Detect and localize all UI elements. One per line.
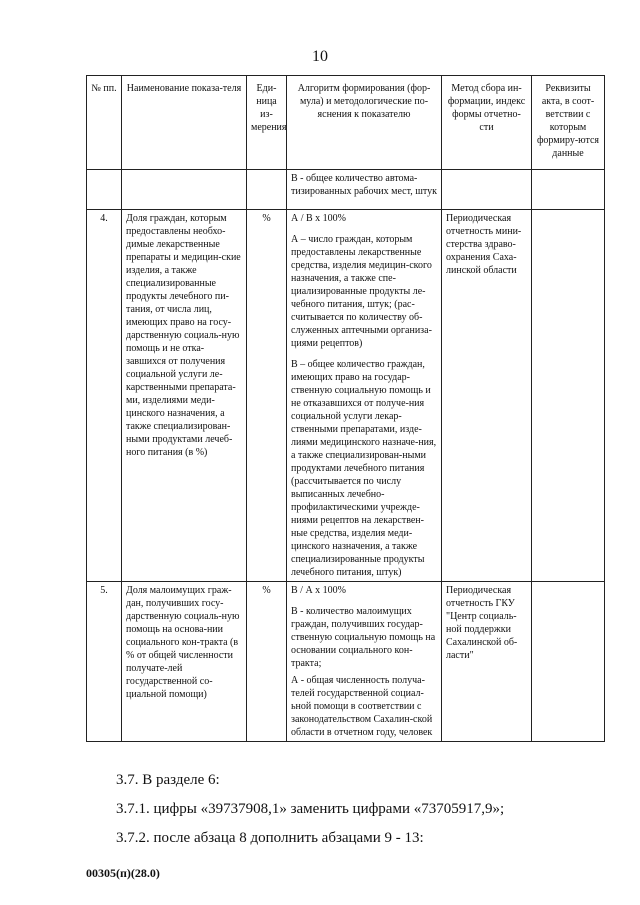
header-algorithm: Алгоритм формирования (фор-мула) и методологические по-яснения к показателю: [287, 76, 442, 170]
indicator-name: Доля граждан, которым предоставлены необхо-димые лекарственные препараты и медицин-ские изделия, а также специализированные продукты лечебного пи-тания, от числа лиц, имеющих право на госу-дарственную социаль-ную помощь и не отка-завшихся от получения социальной услуги ле-карственными препарата-ми, изделиями меди-цинского назначения, а также специализирован-ными продуктами лечеб-ного питания (в %): [122, 210, 247, 582]
document-code: 00305(п)(28.0): [86, 866, 160, 880]
row-number: 4.: [87, 210, 122, 582]
algorithm-b-definition: В – общее количество граждан, имеющих право на государ-ственную социальную помощь и не отказавшихся от получе-ния социальной услуги лекар-ственными препаратами, изде-лиями медицинского назначе-ния, а также специализирован-ными продуктами лечебного питания (рассчитывается по числу выписанных лечебно-профилактическими учрежде-ниями рецептов на лекарствен-ные средства, изделия меди-цинского назначения, а также специализированные продукты лечебного питания, штук): [291, 359, 437, 578]
indicators-table: [86, 75, 605, 742]
header-unit: Еди-ница из-мерения: [247, 76, 287, 170]
act-requisites: [532, 582, 605, 742]
header-number: № пп.: [87, 76, 122, 170]
paragraph-amendment-1: 3.7.1. цифры «39737908,1» заменить цифрами «73705917,9»;: [116, 801, 505, 817]
collection-method: Периодическая отчетность мини-стерства здраво-охранения Саха-линской области: [442, 210, 532, 582]
page-number: 10: [312, 48, 328, 65]
continued-algorithm: В - общее количество автома-тизированных рабочих мест, штук: [287, 170, 442, 210]
indicator-name: Доля малоимущих граж-дан, получивших госу-дарственную социаль-ную помощь на основа-нии социального кон-тракта (в % от общей численности получате-лей государственной со-циальной помощи): [122, 582, 247, 742]
table-row: [87, 210, 605, 582]
row-number: 5.: [87, 582, 122, 742]
act-requisites: [532, 210, 605, 582]
collection-method: Периодическая отчетность ГКУ "Центр социаль-ной поддержки Сахалинской об-ласти": [442, 582, 532, 742]
paragraph-section-heading: 3.7. В разделе 6:: [116, 772, 220, 788]
unit-cell: %: [247, 582, 287, 742]
algorithm-a-definition: А - общая численность получа-телей государственной социал-ьной помощи в соответствии с законодательством Сахалин-ской области в отчетном году, человек: [291, 675, 433, 738]
unit-cell: %: [247, 210, 287, 582]
algorithm-formula: А / В x 100%: [291, 213, 346, 224]
header-indicator-name: Наименование показа-теля: [122, 76, 247, 170]
algorithm-formula: В / А x 100%: [291, 585, 346, 596]
paragraph-amendment-2: 3.7.2. после абзаца 8 дополнить абзацами 9 - 13:: [116, 830, 424, 846]
table-header-row: [87, 76, 605, 170]
table-row: [87, 582, 605, 742]
table-row: [87, 170, 605, 210]
algorithm-cell: [287, 582, 442, 742]
header-collection-method: Метод сбора ин-формации, индекс формы отчетно-сти: [442, 76, 532, 170]
algorithm-a-definition: А – число граждан, которым предоставлены лекарственные средства, изделия медицин-ского назначения, а также спе-циализированные продукты ле-чебного питания, штук; (рас-считывается по количеству об-служенных аптечными организа-циями рецептов): [291, 234, 432, 349]
header-act-requisites: Реквизиты акта, в соот-ветствии с которым формиру-ются данные: [532, 76, 605, 170]
algorithm-cell: [287, 210, 442, 582]
algorithm-b-definition: В - количество малоимущих граждан, получивших государ-ственную социальную помощь на основании социального кон-тракта;: [291, 606, 436, 669]
